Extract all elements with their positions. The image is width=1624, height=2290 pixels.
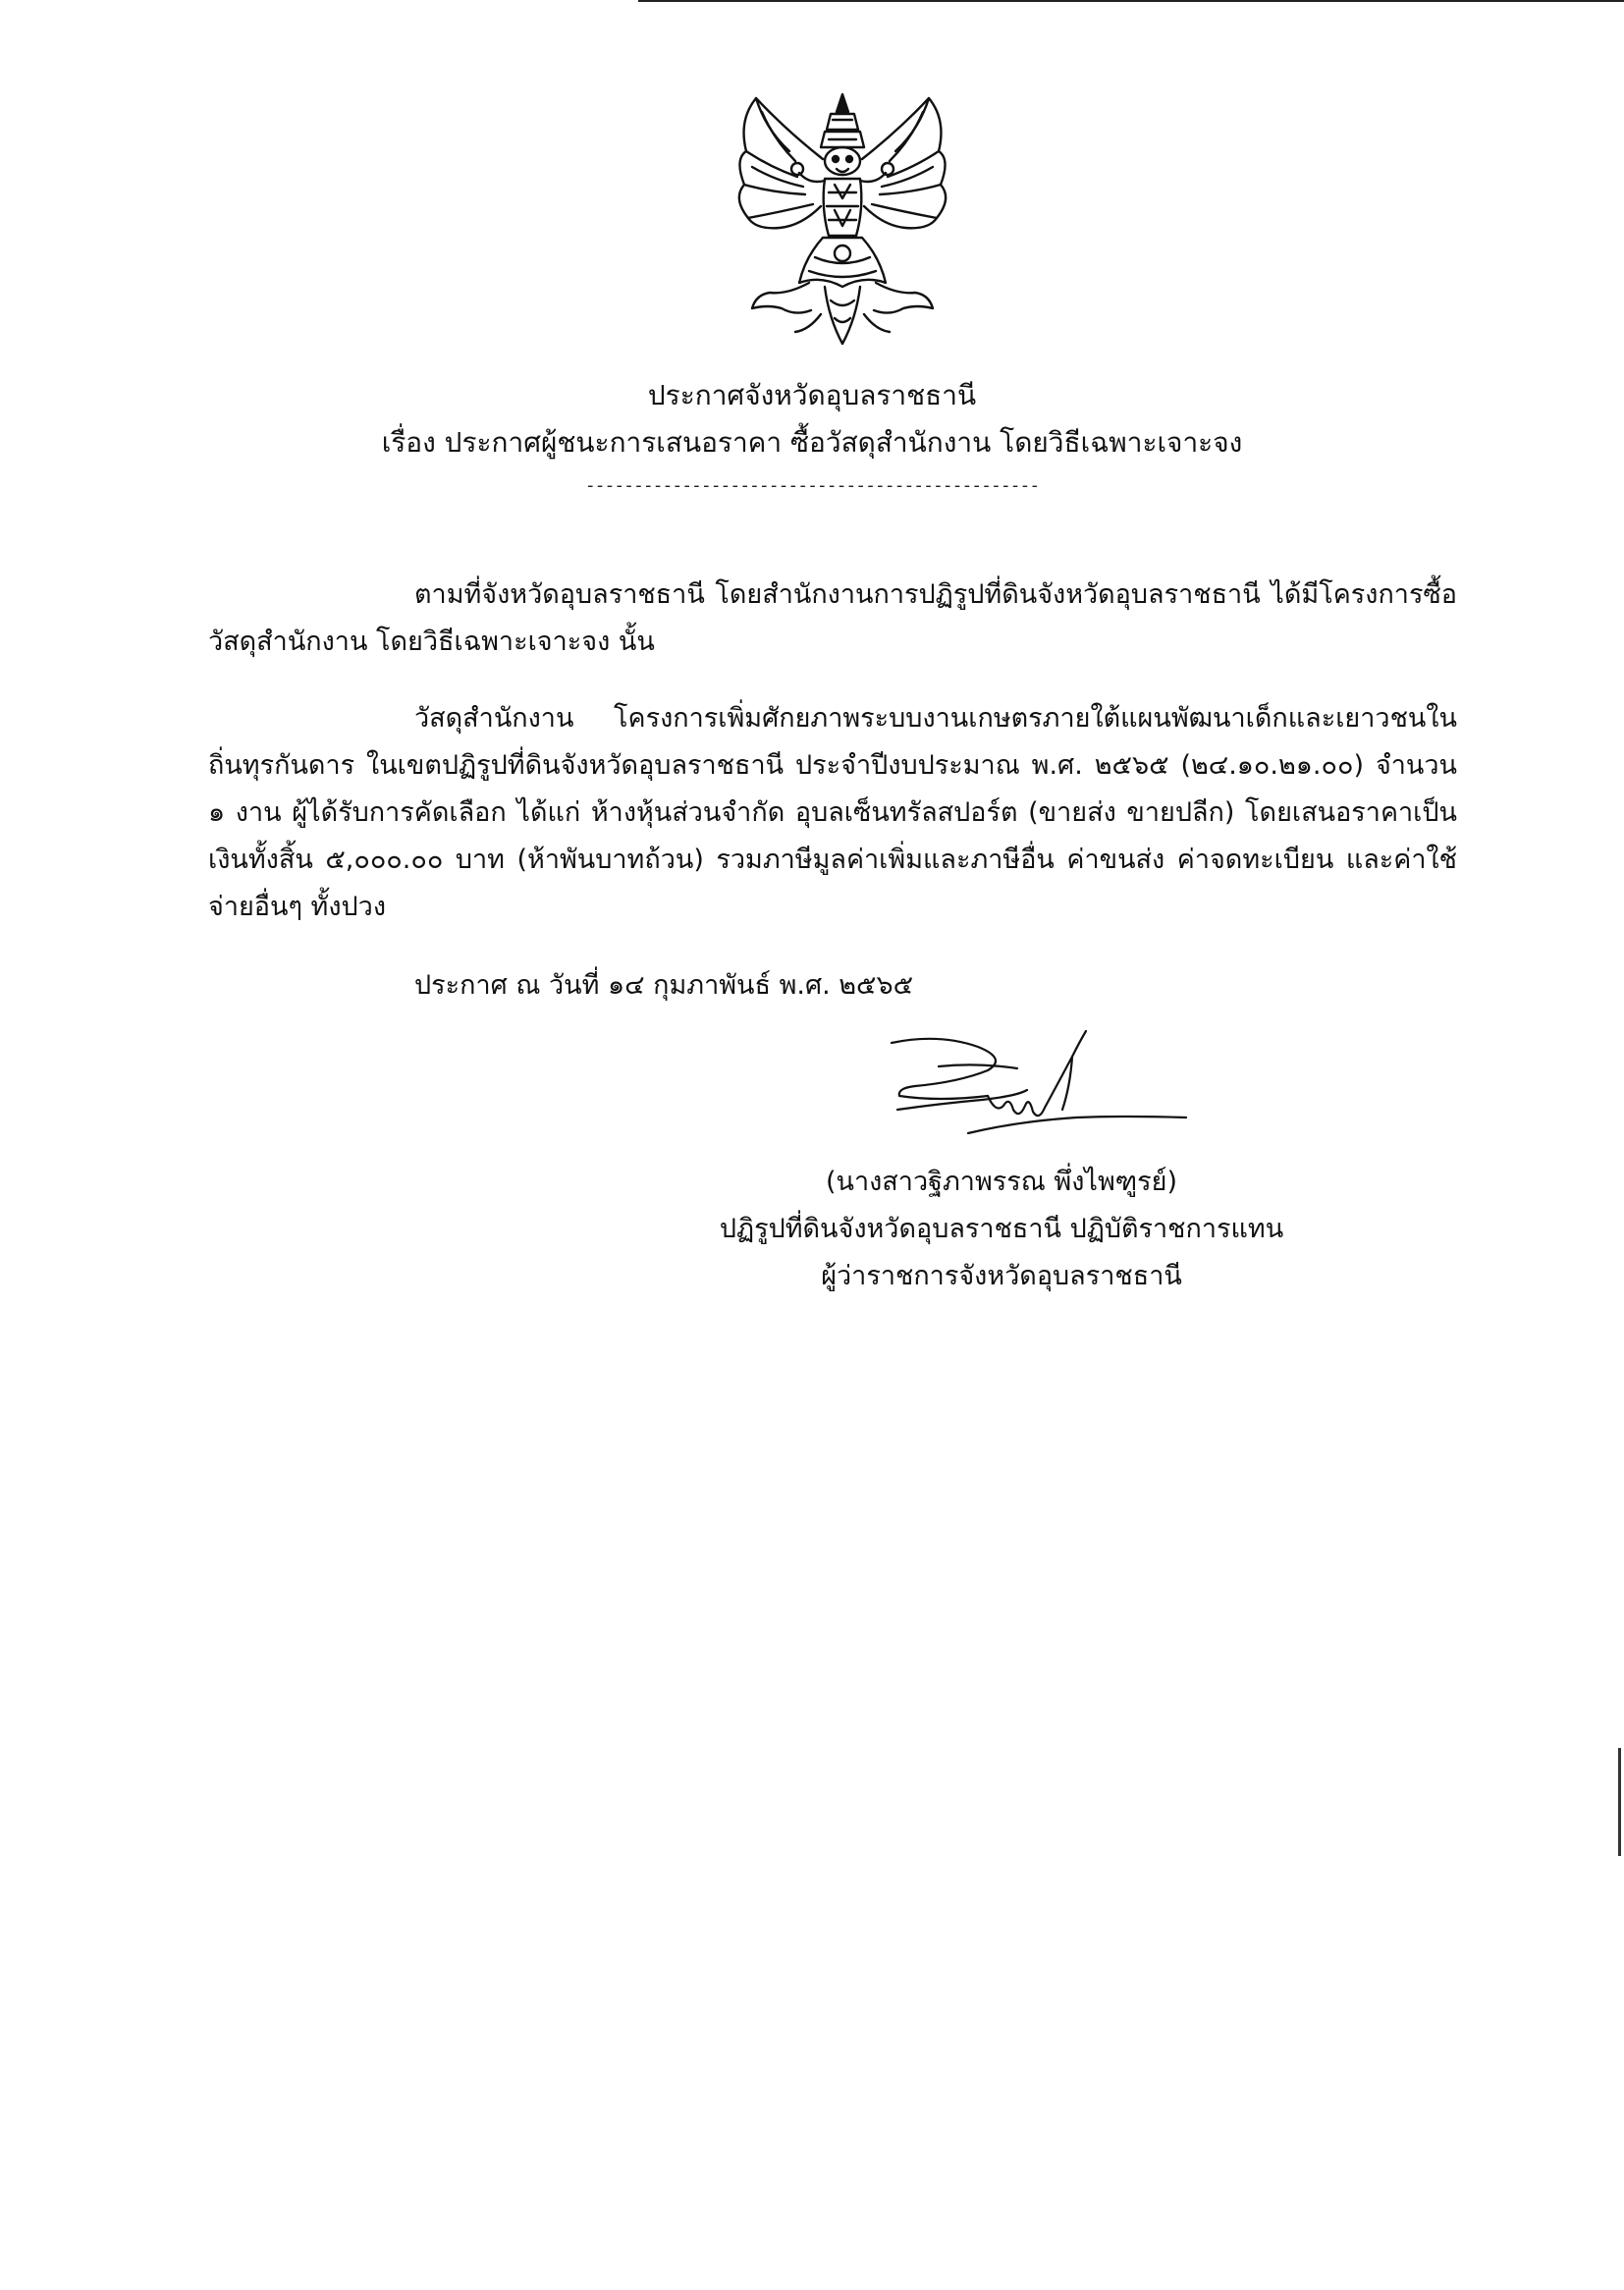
scan-edge-right [1618,1748,1621,1856]
signatory-position: ปฏิรูปที่ดินจังหวัดอุบลราชธานี ปฏิบัติราชการแทน [719,1214,1284,1244]
announcement-subject: เรื่อง ประกาศผู้ชนะการเสนอราคา ซื้อวัสดุสำนักงาน โดยวิธีเฉพาะเจาะจง [381,426,1243,459]
scan-edge-top [638,0,1624,2]
garuda-emblem-icon [727,90,958,348]
signatory-name: (นางสาวฐิภาพรรณ พึ่งไพฑูรย์) [825,1167,1178,1197]
signatory-block [687,1159,1316,1300]
title-separator: ----------------------------------------------- [584,475,1040,496]
announcement-title: ประกาศจังหวัดอุบลราชธานี [647,379,977,411]
handwritten-signature [880,1027,1194,1149]
signatory-on-behalf-of: ผู้ว่าราชการจังหวัดอุบลราชธานี [821,1261,1182,1291]
announcement-date: ประกาศ ณ วันที่ ๑๔ กุมภาพันธ์ พ.ศ. ๒๕๖๕ [414,970,914,1001]
body-paragraph-1: ตามที่จังหวัดอุบลราชธานี โดยสำนักงานการปฏิรูปที่ดินจังหวัดอุบลราชธานี ได้มีโครงการซื้อวัสดุสำนักงาน โดยวิธีเฉพาะเจาะจง นั้น [208,579,1457,657]
body-paragraph-2: วัสดุสำนักงาน โครงการเพิ่มศักยภาพระบบงานเกษตรภายใต้แผนพัฒนาเด็กและเยาวชนในถิ่นทุรกันดาร ในเขตปฏิรูปที่ดินจังหวัดอุบลราชธานี ประจำปีงบประมาณ พ.ศ. ๒๕๖๕ (๒๔.๑๐.๒๑.๐๐) จำนวน ๑ งาน ผู้ได้รับการคัดเลือก ได้แก่ ห้างหุ้นส่วนจำกัด อุบลเซ็นทรัลสปอร์ต (ขายส่ง ขายปลีก) โดยเสนอราคาเป็นเงินทั้งสิ้น ๕,๐๐๐.๐๐ บาท (ห้าพันบาทถ้วน) รวมภาษีมูลค่าเพิ่มและภาษีอื่น ค่าขนส่ง ค่าจดทะเบียน และค่าใช้จ่ายอื่นๆ ทั้งปวง [208,703,1457,922]
